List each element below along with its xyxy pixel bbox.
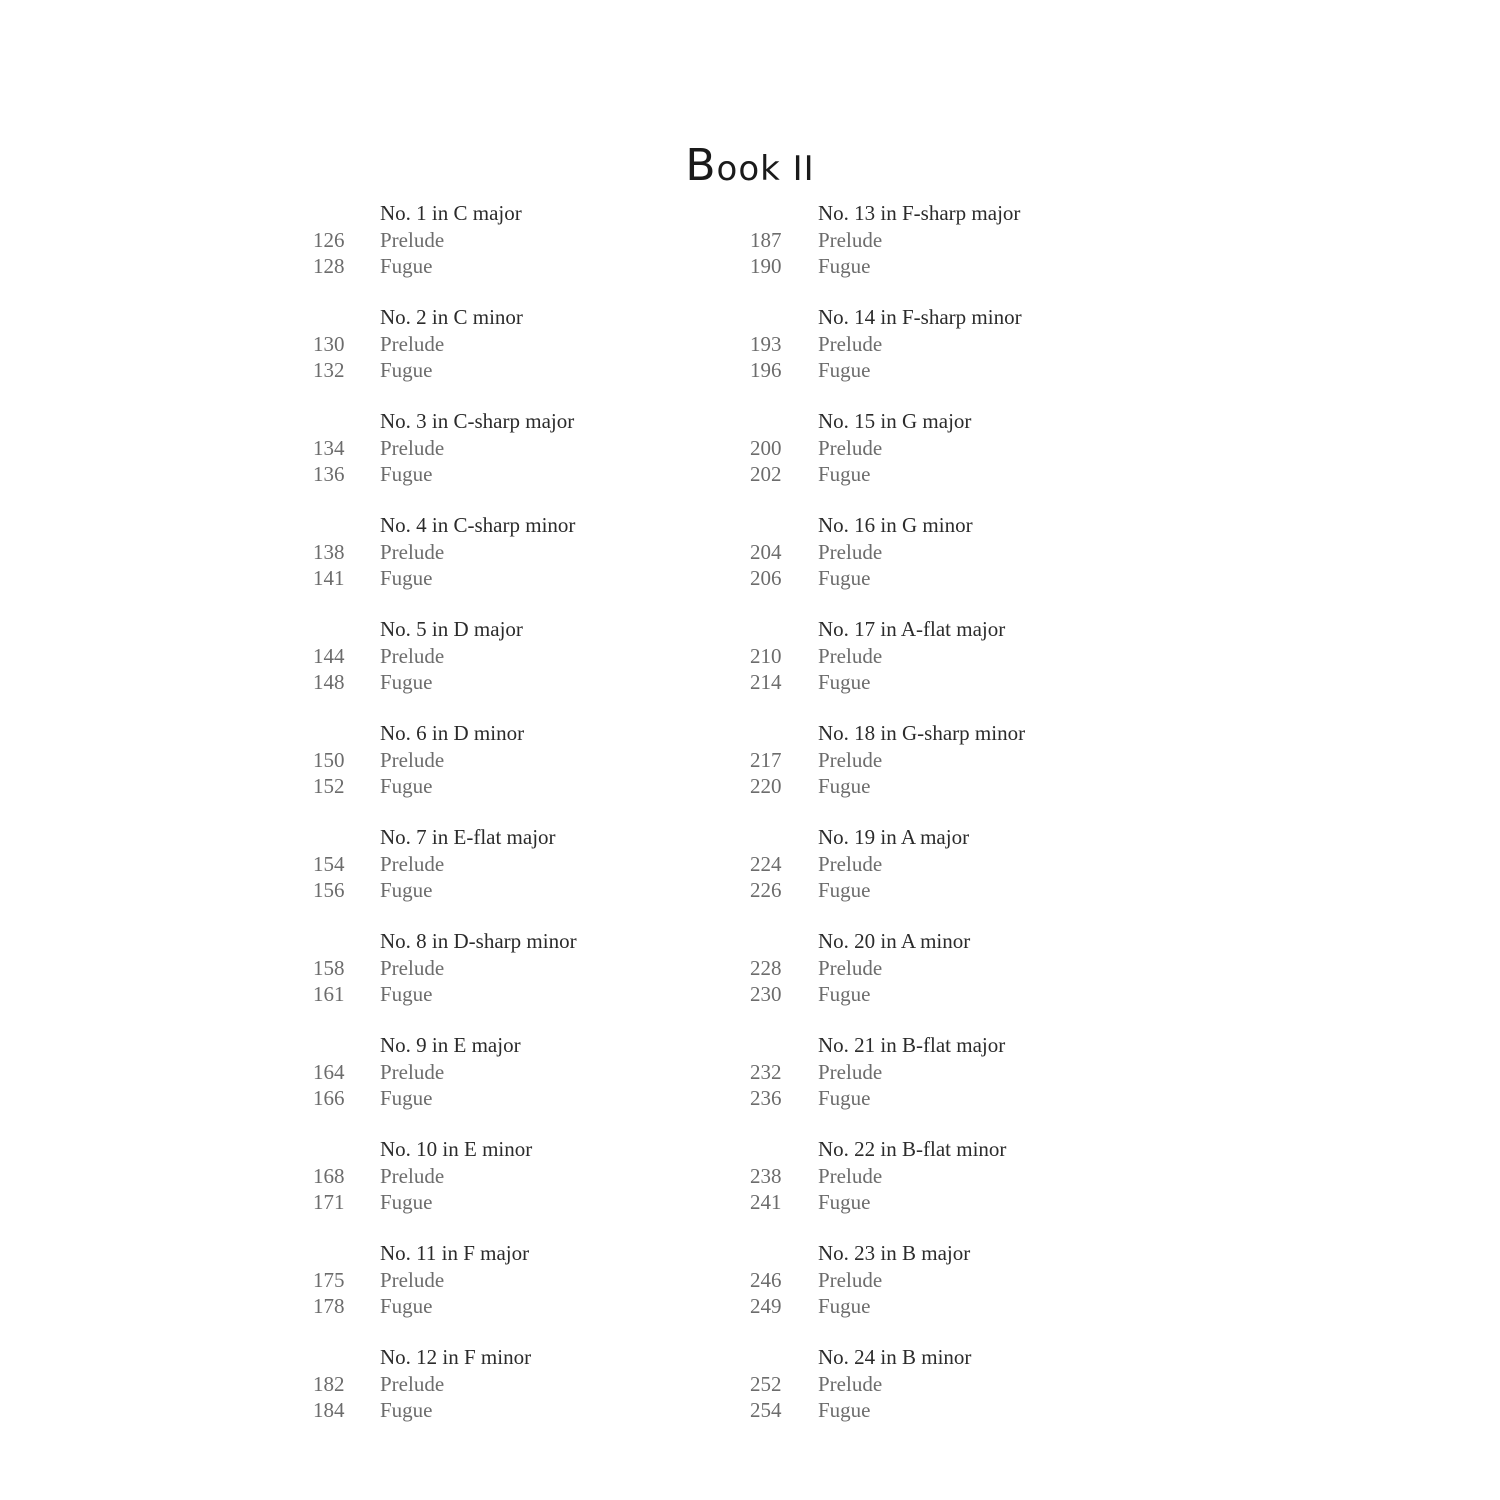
piece-title: No. 5 in D major bbox=[380, 617, 523, 641]
page-number: 161 bbox=[313, 982, 345, 1006]
page-number: 196 bbox=[750, 358, 782, 382]
toc-entry-heading bbox=[300, 512, 700, 539]
page-number: 184 bbox=[313, 1398, 345, 1422]
toc-entry bbox=[300, 304, 700, 408]
toc-entry-heading bbox=[300, 1344, 700, 1371]
page-number: 249 bbox=[750, 1294, 782, 1318]
toc-entry bbox=[738, 616, 1158, 720]
toc-entry bbox=[738, 1240, 1158, 1344]
movement-label: Fugue bbox=[818, 566, 871, 590]
toc-row[interactable] bbox=[300, 1397, 700, 1423]
heading-spacer bbox=[738, 512, 818, 539]
movement-label: Fugue bbox=[818, 1398, 871, 1422]
movement-label: Fugue bbox=[380, 670, 433, 694]
page-number: 141 bbox=[313, 566, 345, 590]
page-number: 134 bbox=[313, 436, 345, 460]
page-number: 254 bbox=[750, 1398, 782, 1422]
movement-label: Prelude bbox=[818, 956, 883, 980]
page-number: 150 bbox=[313, 748, 345, 772]
movement-label: Prelude bbox=[818, 748, 883, 772]
right-toc-column bbox=[738, 200, 1158, 1448]
movement-label: Fugue bbox=[818, 358, 871, 382]
toc-row[interactable] bbox=[300, 747, 700, 773]
page-number: 224 bbox=[750, 852, 782, 876]
movement-label: Fugue bbox=[380, 1190, 433, 1214]
movement-label: Fugue bbox=[818, 670, 871, 694]
page-number: 156 bbox=[313, 878, 345, 902]
page-number: 204 bbox=[750, 540, 782, 564]
toc-row[interactable] bbox=[738, 851, 1158, 877]
movement-label: Prelude bbox=[380, 644, 445, 668]
toc-entry-heading bbox=[738, 616, 1158, 643]
heading-spacer bbox=[300, 408, 380, 435]
toc-row[interactable] bbox=[738, 1397, 1158, 1423]
toc-row[interactable] bbox=[300, 227, 700, 253]
toc-entry bbox=[738, 512, 1158, 616]
page-number: 128 bbox=[313, 254, 345, 278]
toc-entry-heading bbox=[738, 304, 1158, 331]
toc-entry-heading bbox=[738, 824, 1158, 851]
page-number: 126 bbox=[313, 228, 345, 252]
page-number: 158 bbox=[313, 956, 345, 980]
toc-row[interactable] bbox=[300, 539, 700, 565]
page-number: 214 bbox=[750, 670, 782, 694]
toc-entry-heading bbox=[300, 408, 700, 435]
page-title bbox=[0, 140, 1500, 191]
page-number: 252 bbox=[750, 1372, 782, 1396]
toc-row[interactable] bbox=[300, 955, 700, 981]
heading-spacer bbox=[300, 720, 380, 747]
page-number: 210 bbox=[750, 644, 782, 668]
piece-title: No. 3 in C-sharp major bbox=[380, 409, 575, 433]
page-number: 175 bbox=[313, 1268, 345, 1292]
toc-row[interactable] bbox=[738, 1189, 1158, 1215]
heading-spacer bbox=[300, 512, 380, 539]
piece-title: No. 20 in A minor bbox=[818, 929, 971, 953]
toc-row[interactable] bbox=[738, 773, 1158, 799]
piece-title: No. 14 in F-sharp minor bbox=[818, 305, 1022, 329]
page-number: 200 bbox=[750, 436, 782, 460]
toc-row[interactable] bbox=[738, 1085, 1158, 1111]
movement-label: Prelude bbox=[818, 228, 883, 252]
page-number: 190 bbox=[750, 254, 782, 278]
toc-row[interactable] bbox=[300, 331, 700, 357]
movement-label: Fugue bbox=[380, 982, 433, 1006]
heading-spacer bbox=[738, 304, 818, 331]
toc-row[interactable] bbox=[300, 643, 700, 669]
piece-title: No. 6 in D minor bbox=[380, 721, 525, 745]
heading-spacer bbox=[300, 1240, 380, 1267]
movement-label: Fugue bbox=[818, 1086, 871, 1110]
toc-row[interactable] bbox=[738, 1059, 1158, 1085]
toc-entry bbox=[300, 824, 700, 928]
page-number: 220 bbox=[750, 774, 782, 798]
movement-label: Fugue bbox=[380, 1294, 433, 1318]
page-number: 178 bbox=[313, 1294, 345, 1318]
page-number: 171 bbox=[313, 1190, 345, 1214]
toc-entry-heading bbox=[738, 408, 1158, 435]
page-number: 238 bbox=[750, 1164, 782, 1188]
movement-label: Prelude bbox=[380, 956, 445, 980]
toc-entry bbox=[738, 408, 1158, 512]
heading-spacer bbox=[738, 928, 818, 955]
heading-spacer bbox=[300, 1344, 380, 1371]
toc-row[interactable] bbox=[300, 253, 700, 279]
toc-entry-heading bbox=[738, 1032, 1158, 1059]
movement-label: Fugue bbox=[380, 774, 433, 798]
toc-row[interactable] bbox=[738, 331, 1158, 357]
movement-label: Fugue bbox=[380, 358, 433, 382]
page-number: 164 bbox=[313, 1060, 345, 1084]
page-number: 241 bbox=[750, 1190, 782, 1214]
toc-row[interactable] bbox=[738, 1267, 1158, 1293]
toc-entry bbox=[738, 720, 1158, 824]
movement-label: Prelude bbox=[818, 1268, 883, 1292]
page-number: 166 bbox=[313, 1086, 345, 1110]
movement-label: Fugue bbox=[818, 878, 871, 902]
page-number: 217 bbox=[750, 748, 782, 772]
movement-label: Prelude bbox=[818, 1164, 883, 1188]
toc-row[interactable] bbox=[300, 1163, 700, 1189]
movement-label: Prelude bbox=[818, 540, 883, 564]
heading-spacer bbox=[738, 824, 818, 851]
heading-spacer bbox=[738, 1032, 818, 1059]
movement-label: Fugue bbox=[818, 1190, 871, 1214]
toc-row[interactable] bbox=[738, 643, 1158, 669]
toc-entry-heading bbox=[300, 928, 700, 955]
toc-row[interactable] bbox=[738, 1293, 1158, 1319]
movement-label: Prelude bbox=[818, 436, 883, 460]
piece-title: No. 1 in C major bbox=[380, 201, 522, 225]
toc-row[interactable] bbox=[738, 357, 1158, 383]
movement-label: Prelude bbox=[380, 1372, 445, 1396]
heading-spacer bbox=[738, 1240, 818, 1267]
movement-label: Prelude bbox=[380, 1060, 445, 1084]
toc-entry-heading bbox=[300, 1240, 700, 1267]
piece-title: No. 21 in B-flat major bbox=[818, 1033, 1006, 1057]
heading-spacer bbox=[738, 200, 818, 227]
toc-row[interactable] bbox=[300, 1371, 700, 1397]
toc-row[interactable] bbox=[300, 357, 700, 383]
page-number: 228 bbox=[750, 956, 782, 980]
piece-title: No. 22 in B-flat minor bbox=[818, 1137, 1007, 1161]
toc-entry-heading bbox=[738, 200, 1158, 227]
toc-entry bbox=[300, 1344, 700, 1448]
toc-entry bbox=[300, 1032, 700, 1136]
heading-spacer bbox=[738, 1344, 818, 1371]
toc-entry bbox=[300, 928, 700, 1032]
movement-label: Fugue bbox=[380, 1398, 433, 1422]
movement-label: Prelude bbox=[380, 540, 445, 564]
toc-row[interactable] bbox=[300, 669, 700, 695]
toc-row[interactable] bbox=[300, 981, 700, 1007]
movement-label: Prelude bbox=[380, 1268, 445, 1292]
toc-row[interactable] bbox=[300, 851, 700, 877]
page-number: 132 bbox=[313, 358, 345, 382]
movement-label: Fugue bbox=[818, 982, 871, 1006]
page-number: 230 bbox=[750, 982, 782, 1006]
toc-row[interactable] bbox=[300, 1085, 700, 1111]
toc-row[interactable] bbox=[300, 1293, 700, 1319]
toc-entry bbox=[300, 408, 700, 512]
toc-row[interactable] bbox=[300, 1059, 700, 1085]
heading-spacer bbox=[738, 616, 818, 643]
toc-row[interactable] bbox=[738, 955, 1158, 981]
toc-entry bbox=[300, 720, 700, 824]
toc-row[interactable] bbox=[300, 1267, 700, 1293]
piece-title: No. 13 in F-sharp major bbox=[818, 201, 1021, 225]
piece-title: No. 7 in E-flat major bbox=[380, 825, 556, 849]
page-number: 236 bbox=[750, 1086, 782, 1110]
page-title-rest: ook II bbox=[716, 149, 815, 189]
toc-row[interactable] bbox=[300, 565, 700, 591]
piece-title: No. 19 in A major bbox=[818, 825, 970, 849]
movement-label: Prelude bbox=[818, 332, 883, 356]
toc-row[interactable] bbox=[738, 565, 1158, 591]
toc-entry bbox=[738, 200, 1158, 304]
page-number: 193 bbox=[750, 332, 782, 356]
heading-spacer bbox=[738, 1136, 818, 1163]
movement-label: Fugue bbox=[818, 774, 871, 798]
toc-entry bbox=[300, 616, 700, 720]
toc-row[interactable] bbox=[738, 253, 1158, 279]
movement-label: Fugue bbox=[380, 878, 433, 902]
toc-entry-heading bbox=[738, 928, 1158, 955]
movement-label: Fugue bbox=[380, 1086, 433, 1110]
toc-entry-heading bbox=[300, 1136, 700, 1163]
heading-spacer bbox=[300, 1136, 380, 1163]
page-number: 202 bbox=[750, 462, 782, 486]
piece-title: No. 10 in E minor bbox=[380, 1137, 533, 1161]
toc-entry bbox=[738, 304, 1158, 408]
piece-title: No. 8 in D-sharp minor bbox=[380, 929, 577, 953]
heading-spacer bbox=[300, 304, 380, 331]
toc-entry-heading bbox=[300, 304, 700, 331]
toc-row[interactable] bbox=[738, 227, 1158, 253]
movement-label: Fugue bbox=[818, 462, 871, 486]
movement-label: Prelude bbox=[818, 1060, 883, 1084]
heading-spacer bbox=[300, 824, 380, 851]
piece-title: No. 9 in E major bbox=[380, 1033, 521, 1057]
movement-label: Prelude bbox=[380, 748, 445, 772]
page-number: 154 bbox=[313, 852, 345, 876]
toc-entry-heading bbox=[738, 1240, 1158, 1267]
toc-entry-heading bbox=[300, 200, 700, 227]
piece-title: No. 23 in B major bbox=[818, 1241, 971, 1265]
piece-title: No. 2 in C minor bbox=[380, 305, 523, 329]
toc-row[interactable] bbox=[300, 461, 700, 487]
page-number: 138 bbox=[313, 540, 345, 564]
page-number: 187 bbox=[750, 228, 782, 252]
toc-row[interactable] bbox=[738, 1163, 1158, 1189]
piece-title: No. 4 in C-sharp minor bbox=[380, 513, 576, 537]
toc-row[interactable] bbox=[738, 981, 1158, 1007]
heading-spacer bbox=[300, 928, 380, 955]
toc-entry bbox=[300, 200, 700, 304]
toc-row[interactable] bbox=[738, 669, 1158, 695]
toc-entry-heading bbox=[300, 1032, 700, 1059]
heading-spacer bbox=[300, 616, 380, 643]
toc-entry bbox=[738, 928, 1158, 1032]
movement-label: Prelude bbox=[380, 436, 445, 460]
toc-entry-heading bbox=[738, 1344, 1158, 1371]
toc-row[interactable] bbox=[738, 435, 1158, 461]
page-number: 152 bbox=[313, 774, 345, 798]
movement-label: Prelude bbox=[380, 1164, 445, 1188]
heading-spacer bbox=[738, 720, 818, 747]
toc-entry-heading bbox=[738, 1136, 1158, 1163]
toc-entry bbox=[738, 1032, 1158, 1136]
page-number: 168 bbox=[313, 1164, 345, 1188]
toc-entry-heading bbox=[300, 824, 700, 851]
toc-entry-heading bbox=[738, 720, 1158, 747]
movement-label: Prelude bbox=[818, 644, 883, 668]
piece-title: No. 15 in G major bbox=[818, 409, 972, 433]
toc-row[interactable] bbox=[738, 539, 1158, 565]
movement-label: Prelude bbox=[818, 1372, 883, 1396]
toc-entry bbox=[738, 1136, 1158, 1240]
toc-row[interactable] bbox=[300, 435, 700, 461]
piece-title: No. 17 in A-flat major bbox=[818, 617, 1006, 641]
movement-label: Fugue bbox=[380, 566, 433, 590]
heading-spacer bbox=[300, 1032, 380, 1059]
movement-label: Fugue bbox=[818, 254, 871, 278]
toc-entry bbox=[300, 1136, 700, 1240]
toc-entry bbox=[300, 1240, 700, 1344]
toc-row[interactable] bbox=[738, 461, 1158, 487]
left-toc-column bbox=[300, 200, 700, 1448]
toc-entry bbox=[300, 512, 700, 616]
page-number: 232 bbox=[750, 1060, 782, 1084]
movement-label: Prelude bbox=[380, 852, 445, 876]
piece-title: No. 18 in G-sharp minor bbox=[818, 721, 1026, 745]
toc-entry-heading bbox=[738, 512, 1158, 539]
movement-label: Prelude bbox=[818, 852, 883, 876]
piece-title: No. 24 in B minor bbox=[818, 1345, 972, 1369]
toc-entry-heading bbox=[300, 616, 700, 643]
page-number: 182 bbox=[313, 1372, 345, 1396]
toc-row[interactable] bbox=[738, 747, 1158, 773]
page-number: 148 bbox=[313, 670, 345, 694]
page-number: 246 bbox=[750, 1268, 782, 1292]
movement-label: Fugue bbox=[818, 1294, 871, 1318]
piece-title: No. 16 in G minor bbox=[818, 513, 973, 537]
page-number: 144 bbox=[313, 644, 345, 668]
page-number: 226 bbox=[750, 878, 782, 902]
toc-entry bbox=[738, 1344, 1158, 1448]
page-number: 136 bbox=[313, 462, 345, 486]
movement-label: Fugue bbox=[380, 254, 433, 278]
page-number: 206 bbox=[750, 566, 782, 590]
piece-title: No. 11 in F major bbox=[380, 1241, 530, 1265]
piece-title: No. 12 in F minor bbox=[380, 1345, 532, 1369]
toc-row[interactable] bbox=[738, 1371, 1158, 1397]
movement-label: Prelude bbox=[380, 332, 445, 356]
toc-row[interactable] bbox=[300, 1189, 700, 1215]
heading-spacer bbox=[300, 200, 380, 227]
toc-entry bbox=[738, 824, 1158, 928]
movement-label: Fugue bbox=[380, 462, 433, 486]
page-title-initial: B bbox=[685, 140, 717, 191]
page-number: 130 bbox=[313, 332, 345, 356]
toc-entry-heading bbox=[300, 720, 700, 747]
heading-spacer bbox=[738, 408, 818, 435]
toc-row[interactable] bbox=[738, 877, 1158, 903]
toc-row[interactable] bbox=[300, 877, 700, 903]
toc-row[interactable] bbox=[300, 773, 700, 799]
movement-label: Prelude bbox=[380, 228, 445, 252]
